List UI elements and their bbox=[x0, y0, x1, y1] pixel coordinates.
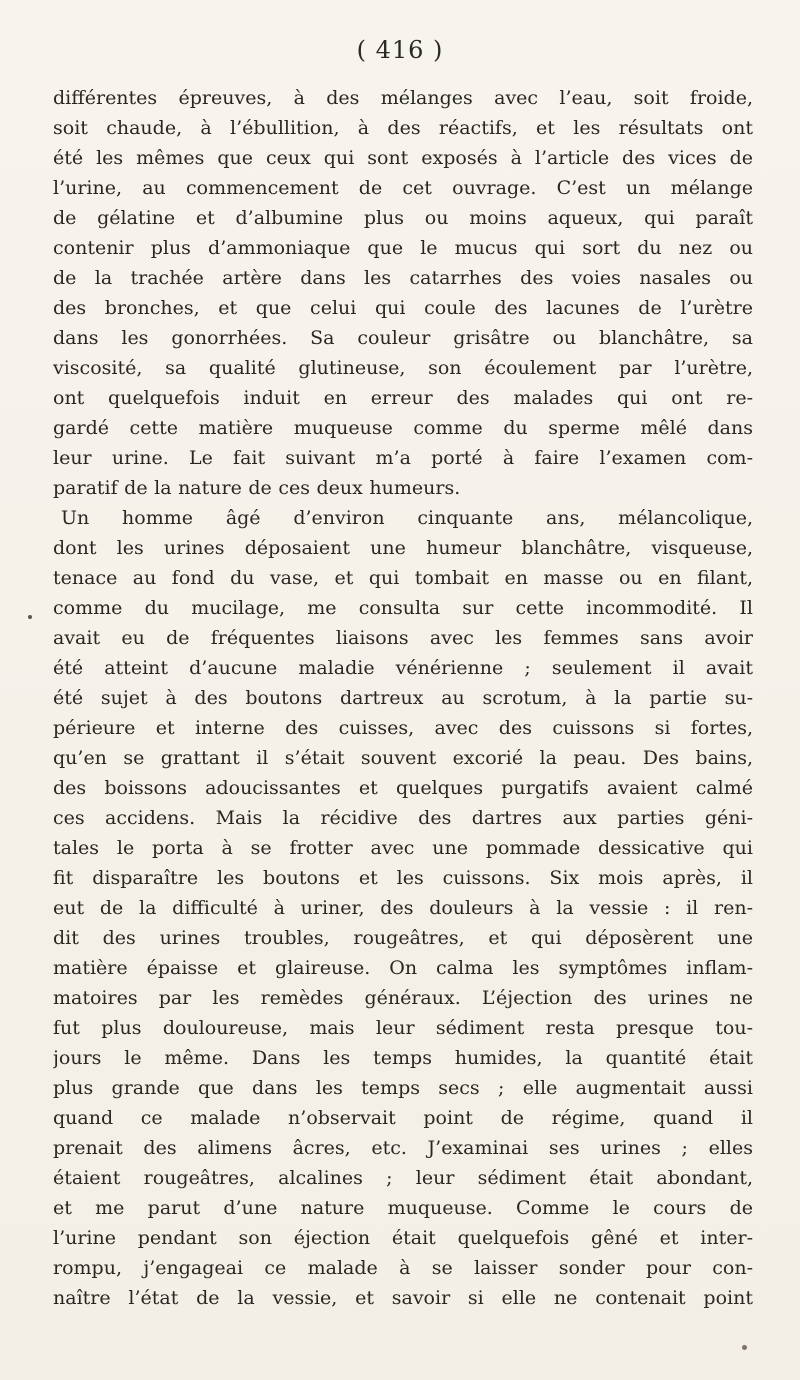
text-line: eut de la difficulté à uriner, des douleurs à la vessie : il ren- bbox=[53, 897, 753, 919]
text-line: de la trachée artère dans les catarrhes des voies nasales ou bbox=[53, 267, 753, 289]
text-line: leur urine. Le fait suivant m’a porté à faire l’examen com- bbox=[53, 447, 753, 469]
text-line: fit disparaître les boutons et les cuissons. Six mois après, il bbox=[53, 867, 753, 889]
body-text bbox=[53, 83, 753, 1313]
text-line: été sujet à des boutons dartreux au scrotum, à la partie su- bbox=[53, 687, 753, 709]
text-line: contenir plus d’ammoniaque que le mucus qui sort du nez ou bbox=[53, 237, 753, 259]
text-line: tales le porta à se frotter avec une pommade dessicative qui bbox=[53, 837, 753, 859]
text-line-paragraph-start: Un homme âgé d’environ cinquante ans, mélancolique, bbox=[61, 507, 753, 529]
text-line: et me parut d’une nature muqueuse. Comme le cours de bbox=[53, 1197, 753, 1219]
text-line: ont quelquefois induit en erreur des malades qui ont re- bbox=[53, 387, 753, 409]
text-line: paratif de la nature de ces deux humeurs. bbox=[53, 477, 461, 499]
text-line: l’urine, au commencement de cet ouvrage. C’est un mélange bbox=[53, 177, 753, 199]
text-line: jours le même. Dans les temps humides, la quantité était bbox=[53, 1047, 753, 1069]
text-line: différentes épreuves, à des mélanges avec l’eau, soit froide, bbox=[53, 87, 753, 109]
margin-dot-mark bbox=[28, 615, 32, 619]
text-line: soit chaude, à l’ébullition, à des réactifs, et les résultats ont bbox=[53, 117, 753, 139]
text-line: dit des urines troubles, rougeâtres, et qui déposèrent une bbox=[53, 927, 753, 949]
text-line: gardé cette matière muqueuse comme du sperme mêlé dans bbox=[53, 417, 753, 439]
text-line: été atteint d’aucune maladie vénérienne ; seulement il avait bbox=[53, 657, 753, 679]
text-line: des boissons adoucissantes et quelques purgatifs avaient calmé bbox=[53, 777, 753, 799]
text-line: matière épaisse et glaireuse. On calma les symptômes inflam- bbox=[53, 957, 753, 979]
text-line: viscosité, sa qualité glutineuse, son écoulement par l’urètre, bbox=[53, 357, 753, 379]
text-line: comme du mucilage, me consulta sur cette incommodité. Il bbox=[53, 597, 753, 619]
text-line: tenace au fond du vase, et qui tombait en masse ou en filant, bbox=[53, 567, 753, 589]
text-line: été les mêmes que ceux qui sont exposés à l’article des vices de bbox=[53, 147, 753, 169]
page-number: ( 416 ) bbox=[356, 36, 444, 64]
text-line: étaient rougeâtres, alcalines ; leur sédiment était abondant, bbox=[53, 1167, 753, 1189]
text-line: dont les urines déposaient une humeur blanchâtre, visqueuse, bbox=[53, 537, 753, 559]
text-line: rompu, j’engageai ce malade à se laisser sonder pour con- bbox=[53, 1257, 753, 1279]
text-line: plus grande que dans les temps secs ; elle augmentait aussi bbox=[53, 1077, 753, 1099]
text-line: naître l’état de la vessie, et savoir si elle ne contenait point bbox=[53, 1287, 753, 1309]
text-line: qu’en se grattant il s’était souvent excorié la peau. Des bains, bbox=[53, 747, 753, 769]
text-line: périeure et interne des cuisses, avec des cuissons si fortes, bbox=[53, 717, 753, 739]
text-line: quand ce malade n’observait point de régime, quand il bbox=[53, 1107, 753, 1129]
text-line: fut plus douloureuse, mais leur sédiment resta presque tou- bbox=[53, 1017, 753, 1039]
text-line: l’urine pendant son éjection était quelquefois gêné et inter- bbox=[53, 1227, 753, 1249]
text-line: dans les gonorrhées. Sa couleur grisâtre ou blanchâtre, sa bbox=[53, 327, 753, 349]
text-line: matoires par les remèdes généraux. L’éjection des urines ne bbox=[53, 987, 753, 1009]
text-line: ces accidens. Mais la récidive des dartres aux parties géni- bbox=[53, 807, 753, 829]
text-line: avait eu de fréquentes liaisons avec les femmes sans avoir bbox=[53, 627, 753, 649]
text-line: de gélatine et d’albumine plus ou moins aqueux, qui paraît bbox=[53, 207, 753, 229]
text-line: des bronches, et que celui qui coule des lacunes de l’urètre bbox=[53, 297, 753, 319]
text-line: prenait des alimens âcres, etc. J’examinai ses urines ; elles bbox=[53, 1137, 753, 1159]
stray-ink-mark bbox=[742, 1345, 747, 1350]
